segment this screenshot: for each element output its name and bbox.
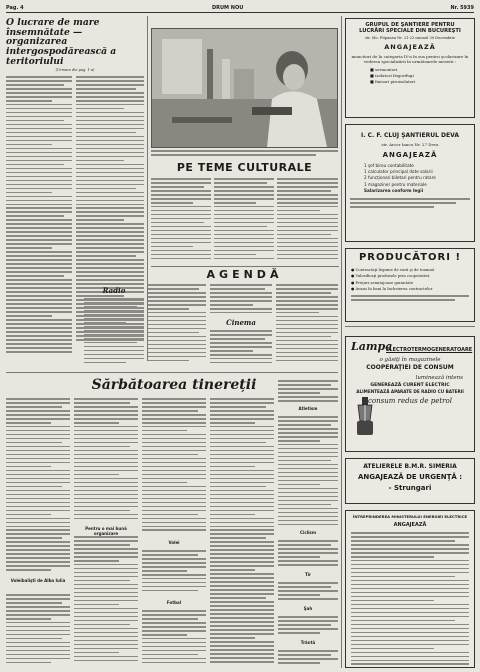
agenda-column-4 [276,284,338,368]
section-volei: Volei [168,540,180,545]
ateliere-line2: ANGAJEAZĂ DE URGENŢĂ : [357,473,463,481]
sarbatoarea-column-3 [142,398,206,536]
sarbatoarea-title: Sărbătoarea tinereții [91,377,257,393]
grupul-description: muncitori de la categoria IV-a în sus pentru şcolarizare în vederea specializării în următoarele meserii : [351,54,469,65]
cinema-listing [210,330,272,368]
agenda-title: AGENDĂ [206,268,283,281]
icf-angajeaza: ANGAJEAZĂ [382,151,438,159]
sarbatoarea-fotbal-text [142,610,206,668]
sarbatoarea-volei-text [142,550,206,596]
radio-program-3 [210,284,272,316]
section-fotbal: Fotbal [166,600,182,605]
grupul-angajeaza: ANGAJEAZĂ [384,43,436,51]
section-sah: Şah [303,606,313,611]
section-ciclism: Ciclism [300,530,316,535]
sarbatoarea-column-4 [210,398,274,668]
icf-item: 1 şef birou contabilitate [364,163,414,168]
grupul-line1: GRUPUL DE ŞANTIERE PENTRU [365,22,455,28]
cinema-heading: Cinema [226,318,256,327]
sarbatoarea-column-1 [6,398,70,576]
lampa-line3: COOPERAŢIEI DE CONSUM [366,364,454,371]
sarbatoarea-ciclism-text [278,540,338,568]
sarbatoarea-atletism-text [278,416,338,528]
article-title: O lucrare de mare însemnătate — organizarea intergospodărească a teritoriului [6,17,117,67]
producatori-item: ● Avans în bani la încheierea contractelor [351,285,433,291]
page-number: Pag. 4 [6,5,24,11]
sarbatoarea-sah-text [278,616,338,636]
producatori-item: ● Contractaţi legume de vară şi de toamnă [351,267,435,272]
section-tranta: Trântă [300,640,316,645]
article-continued: (Urmare din pag. 1-a) [55,68,95,72]
section-organizare: Pentru o mai bună organizare [85,526,127,536]
producatori-list [351,267,469,292]
issue-number: Nr. 5939 [450,5,474,11]
icf-line1: I. C. F. CLUJ ŞANTIERUL DEVA [361,132,459,139]
pe-teme-column-2 [214,178,274,263]
lamp-icon [354,395,376,439]
section-atletism: Atletism [298,406,318,411]
producatori-item: ● Preţuri avantajoase garantate [351,279,414,285]
page-header [6,3,474,13]
pe-teme-culturale-title: PE TEME CULTURALE [176,161,313,174]
ad-lampa [345,336,475,452]
section-tir: Tir [304,572,312,577]
lampa-line7: consum redus de petrol [368,397,452,405]
sarbatoarea-tranta-text [278,650,338,668]
grupul-item: ■ sermontori [370,67,398,73]
intreprinderea-text [351,532,469,668]
section-voleibalisti: Voleibalişti de Alba Iulia [10,578,66,583]
icf-list [350,163,470,194]
radio-heading: Radio [102,286,126,295]
pe-teme-column-1 [151,178,211,263]
radio-program-1 [84,298,144,368]
sarbatoarea-column-2 [74,398,138,522]
ad-grupul-santiere [345,18,475,118]
lampa-line4: luminează intens [415,375,463,381]
ad-intreprinderea [345,510,475,668]
ad-producatori [345,248,475,322]
intreprinderea-line1: ÎNTREPRINDEREA MINISTERULUI ENERGIEI ELECTRICE [352,514,468,519]
article-column-1 [6,76,72,356]
masthead: DRUM NOU [212,5,244,11]
icf-address: str. Arcor Iancu Nr. 27 Deva [381,142,439,147]
lampa-line2: o găsiţi în magazinele [379,357,441,363]
photo-illustration [152,29,337,147]
radio-program-2 [148,284,206,368]
producatori-item: ● Valorificaţi produsele prin cooperativă [351,273,430,279]
lampa-line6: ALIMENTEAZĂ APARATE DE RADIO CU BATERII [356,389,464,394]
lampa-title: Lampa [351,340,393,353]
grupul-line2: LUCRĂRI SPECIALE DIN BUCUREŞTI [359,28,461,34]
producatori-title: PRODUCĂTORI ! [358,252,462,263]
sarbatoarea-tir-text [278,582,338,602]
sarbatoarea-column-1b [6,594,70,668]
ad-ateliere-simeria [345,458,475,504]
ateliere-line1: ATELIERELE B.M.R. SIMERIA [363,463,457,470]
icf-item: 1 calculator principal date salarii [364,169,433,175]
photo-caption [151,150,338,158]
grupul-list [350,67,470,84]
photo-woman-laboratory [151,28,338,148]
lampa-line1: ELECTROTERMOGENERATOARE [386,347,473,353]
ad-icf-cluj [345,124,475,242]
ateliere-line3: - Strungari [388,484,432,492]
pe-teme-column-3 [277,178,338,263]
grupul-item: ■ izolatori frigorifugi [370,73,414,78]
grupul-item: ■ finisori piroisolatori [370,78,416,84]
icf-item: 1 magaziner pentru materiale [364,181,427,187]
lampa-line5: GENEREAZĂ CURENT ELECTRIC [370,383,450,388]
icf-item: Salarizarea conform legii [364,187,424,193]
sarbatoarea-column-2b [74,536,138,668]
grupul-address: str. Mo. Pitpanea Nr. 21-23 raionul 30 Decembrie [364,36,456,40]
intreprinderea-angajeaza: ANGAJEAZĂ [393,522,427,528]
sarbatoarea-column-5-top [278,380,338,404]
icf-item: 2 funcţionari biletari pentru ratare [364,175,436,181]
